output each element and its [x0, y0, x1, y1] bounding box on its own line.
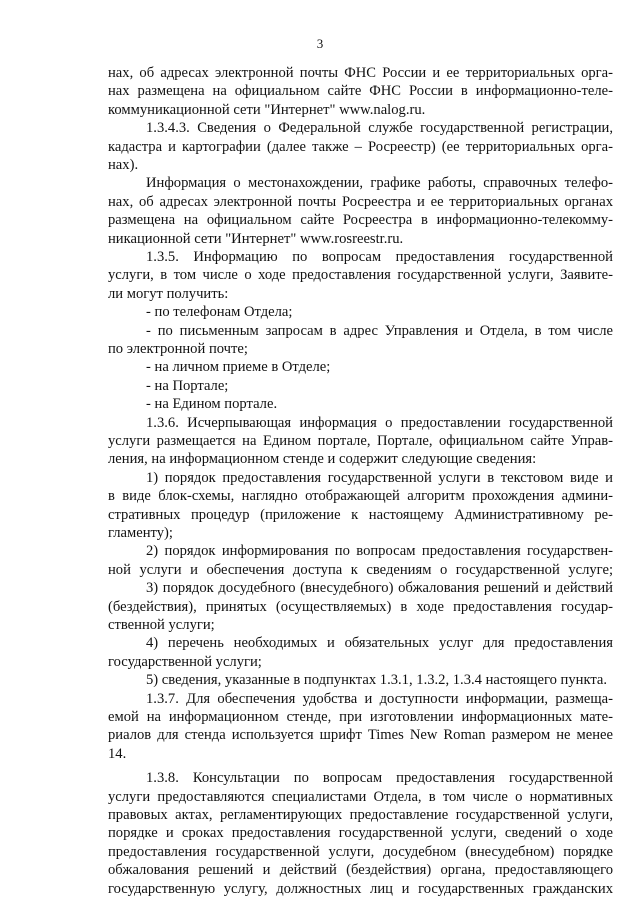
text-line: - на Едином портале.: [146, 396, 278, 413]
text-line: услуги, в том числе о ходе предоставления государственной услуги, Заявите-: [108, 267, 613, 284]
text-line: в виде блок-схемы, наглядно отображающей алгоритм прохождения админи-: [108, 488, 613, 505]
text-line: 1.3.6. Исчерпывающая информация о предоставлении государственной: [146, 414, 613, 431]
text-line: правовых актах, регламентирующих предоставление государственной услуги,: [108, 807, 613, 823]
text-line: 2) порядок информирования по вопросам предоставления государствен-: [146, 543, 613, 560]
text-line: государственную услугу, должностных лиц и государственных гражданских: [108, 880, 613, 897]
text-line: 1.3.8. Консультации по вопросам предоставления государственной: [146, 770, 613, 787]
text-line: нах, об адресах электронной почты ФНС России и ее территориальных орга-: [108, 65, 613, 81]
text-line: нах, об адресах электронной почты Росреестра и ее территориальных органах: [108, 193, 613, 210]
page-number: 3: [316, 36, 324, 51]
text-line: гламенту);: [108, 525, 173, 541]
text-line: кадастра и картографии (далее также – Росреестр) (ее территориальных орга-: [108, 138, 613, 155]
text-line: - по телефонам Отдела;: [146, 304, 293, 321]
text-line: услуги предоставляются специалистами Отдела, в том числе о нормативных: [108, 788, 613, 805]
text-line: 1.3.4.3. Сведения о Федеральной службе государственной регистрации,: [146, 120, 613, 137]
text-line: ли могут получить:: [108, 285, 229, 302]
text-line: - по письменным запросам в адрес Управления и Отдела, в том числе: [146, 322, 613, 339]
text-line: стративных процедур (приложение к настоящему Административному ре-: [108, 506, 613, 523]
text-line: 1.3.5. Информацию по вопросам предоставления государственной: [146, 249, 613, 265]
text-line: 4) перечень необходимых и обязательных услуг для предоставления: [146, 635, 613, 652]
text-line: по электронной почте;: [108, 341, 248, 357]
text-line: 5) сведения, указанные в подпунктах 1.3.1, 1.3.2, 1.3.4 настоящего пункта.: [146, 672, 608, 689]
text-line: государственной услуги;: [108, 653, 262, 670]
text-line: 1) порядок предоставления государственной услуги в текстовом виде и: [146, 469, 613, 486]
text-line: Информация о местонахождении, графике работы, справочных телефо-: [146, 175, 613, 192]
text-line: размещена на официальном сайте Росреестра в информационно-телекомму-: [108, 212, 613, 229]
text-line: риалов для стенда используется шрифт Times New Roman размером не менее: [108, 727, 613, 744]
text-line: предоставления государственной услуги, досудебном (внесудебном) порядке: [108, 843, 613, 860]
text-line: 3) порядок досудебного (внесудебного) обжалования решений и действий: [146, 580, 613, 597]
text-line: 1.3.7. Для обеспечения удобства и доступности информации, размеща-: [146, 690, 613, 707]
text-line: услуги размещается на Едином портале, Портале, официальном сайте Управ-: [108, 433, 613, 449]
text-line: коммуникационной сети "Интернет" www.nalog.ru.: [108, 101, 426, 118]
text-line: нах).: [108, 157, 139, 173]
text-line: - на личном приеме в Отделе;: [146, 359, 331, 376]
text-line: ственной услуги;: [108, 617, 215, 633]
text-line: - на Портале;: [146, 377, 229, 394]
text-line: (бездействия), принятых (осуществляемых) в ходе предоставления государ-: [108, 598, 613, 615]
text-line: ной услуги и обеспечения доступа к сведениям о государственной услуге;: [108, 561, 613, 578]
text-line: никационной сети "Интернет" www.rosreestr.ru.: [108, 230, 404, 247]
text-line: порядке и сроках предоставления государственной услуги, сведений о ходе: [108, 825, 613, 842]
text-line: 14.: [108, 745, 127, 762]
text-line: обжалования решений и действий (бездействия) органа, предоставляющего: [108, 862, 613, 879]
text-line: нах размещена на официальном сайте ФНС России в информационно-теле-: [108, 83, 613, 100]
text-line: емой на информационном стенде, при изготовлении информационных мате-: [108, 709, 613, 725]
text-line: ления, на информационном стенде и содержит следующие сведения:: [108, 451, 537, 468]
